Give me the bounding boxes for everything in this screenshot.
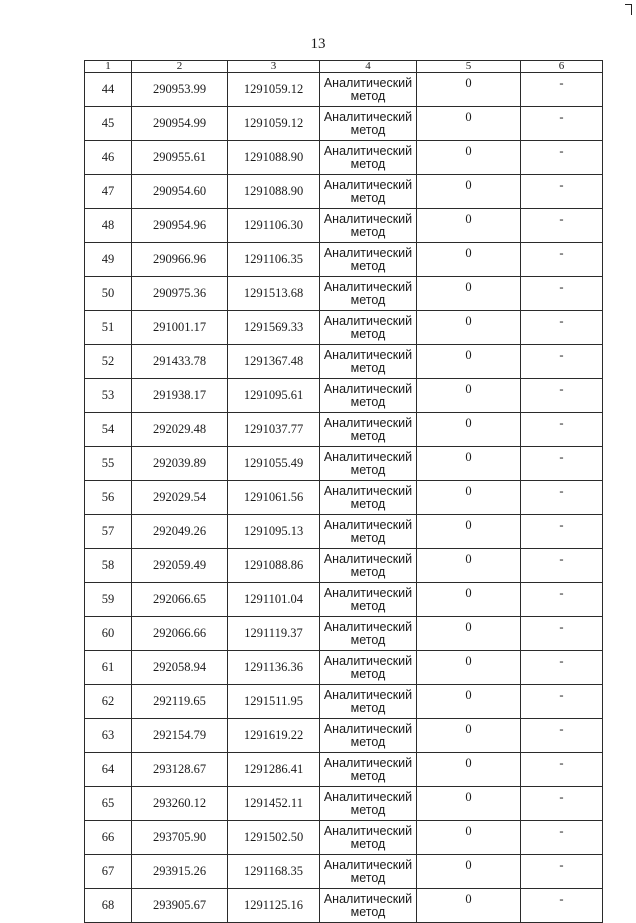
column-6-cell: - (521, 447, 603, 481)
method-cell: Аналитический метод (320, 107, 417, 141)
table-row (85, 311, 603, 345)
point-number-cell: 51 (85, 311, 132, 345)
column-5-cell: 0 (417, 243, 521, 277)
x-coordinate-cell: 290975.36 (132, 277, 228, 311)
point-number-cell: 46 (85, 141, 132, 175)
column-5-cell: 0 (417, 515, 521, 549)
y-coordinate-cell: 1291367.48 (228, 345, 320, 379)
column-header: 6 (521, 61, 603, 73)
column-6-cell: - (521, 889, 603, 923)
point-number-cell: 56 (85, 481, 132, 515)
x-coordinate-cell: 293128.67 (132, 753, 228, 787)
y-coordinate-cell: 1291101.04 (228, 583, 320, 617)
method-cell: Аналитический метод (320, 243, 417, 277)
x-coordinate-cell: 290954.96 (132, 209, 228, 243)
column-header: 3 (228, 61, 320, 73)
column-5-cell: 0 (417, 719, 521, 753)
y-coordinate-cell: 1291513.68 (228, 277, 320, 311)
point-number-cell: 66 (85, 821, 132, 855)
column-6-cell: - (521, 685, 603, 719)
coordinates-table (84, 60, 603, 923)
method-cell: Аналитический метод (320, 311, 417, 345)
point-number-cell: 67 (85, 855, 132, 889)
method-cell: Аналитический метод (320, 583, 417, 617)
method-cell: Аналитический метод (320, 855, 417, 889)
column-header: 2 (132, 61, 228, 73)
y-coordinate-cell: 1291095.13 (228, 515, 320, 549)
column-header: 4 (320, 61, 417, 73)
point-number-cell: 44 (85, 73, 132, 107)
table-row (85, 277, 603, 311)
table-row (85, 209, 603, 243)
point-number-cell: 57 (85, 515, 132, 549)
column-5-cell: 0 (417, 413, 521, 447)
column-6-cell: - (521, 413, 603, 447)
column-5-cell: 0 (417, 175, 521, 209)
method-cell: Аналитический метод (320, 753, 417, 787)
x-coordinate-cell: 290953.99 (132, 73, 228, 107)
y-coordinate-cell: 1291502.50 (228, 821, 320, 855)
x-coordinate-cell: 290954.60 (132, 175, 228, 209)
column-5-cell: 0 (417, 651, 521, 685)
table-row (85, 345, 603, 379)
point-number-cell: 63 (85, 719, 132, 753)
table-row (85, 753, 603, 787)
point-number-cell: 60 (85, 617, 132, 651)
point-number-cell: 59 (85, 583, 132, 617)
y-coordinate-cell: 1291286.41 (228, 753, 320, 787)
column-5-cell: 0 (417, 753, 521, 787)
column-6-cell: - (521, 787, 603, 821)
column-6-cell: - (521, 175, 603, 209)
point-number-cell: 64 (85, 753, 132, 787)
y-coordinate-cell: 1291136.36 (228, 651, 320, 685)
page-number: 13 (310, 36, 326, 52)
column-5-cell: 0 (417, 889, 521, 923)
method-cell: Аналитический метод (320, 413, 417, 447)
point-number-cell: 48 (85, 209, 132, 243)
x-coordinate-cell: 292154.79 (132, 719, 228, 753)
method-cell: Аналитический метод (320, 141, 417, 175)
point-number-cell: 62 (85, 685, 132, 719)
table-row (85, 175, 603, 209)
table-row (85, 685, 603, 719)
column-5-cell: 0 (417, 481, 521, 515)
corner-crop-mark (625, 4, 632, 15)
table-row (85, 651, 603, 685)
column-6-cell: - (521, 379, 603, 413)
y-coordinate-cell: 1291037.77 (228, 413, 320, 447)
point-number-cell: 61 (85, 651, 132, 685)
column-6-cell: - (521, 345, 603, 379)
point-number-cell: 65 (85, 787, 132, 821)
method-cell: Аналитический метод (320, 651, 417, 685)
column-6-cell: - (521, 753, 603, 787)
y-coordinate-cell: 1291059.12 (228, 107, 320, 141)
method-cell: Аналитический метод (320, 889, 417, 923)
point-number-cell: 58 (85, 549, 132, 583)
x-coordinate-cell: 291938.17 (132, 379, 228, 413)
table-row (85, 107, 603, 141)
x-coordinate-cell: 290966.96 (132, 243, 228, 277)
point-number-cell: 47 (85, 175, 132, 209)
x-coordinate-cell: 291433.78 (132, 345, 228, 379)
y-coordinate-cell: 1291452.11 (228, 787, 320, 821)
table-row (85, 379, 603, 413)
table-row (85, 889, 603, 923)
column-header: 1 (85, 61, 132, 73)
column-5-cell: 0 (417, 345, 521, 379)
point-number-cell: 52 (85, 345, 132, 379)
y-coordinate-cell: 1291095.61 (228, 379, 320, 413)
x-coordinate-cell: 292029.48 (132, 413, 228, 447)
table-row (85, 549, 603, 583)
x-coordinate-cell: 293915.26 (132, 855, 228, 889)
table-header-row (85, 61, 603, 73)
method-cell: Аналитический метод (320, 277, 417, 311)
column-6-cell: - (521, 617, 603, 651)
y-coordinate-cell: 1291088.90 (228, 175, 320, 209)
column-5-cell: 0 (417, 277, 521, 311)
column-5-cell: 0 (417, 141, 521, 175)
column-6-cell: - (521, 821, 603, 855)
table-row (85, 617, 603, 651)
point-number-cell: 45 (85, 107, 132, 141)
y-coordinate-cell: 1291059.12 (228, 73, 320, 107)
y-coordinate-cell: 1291119.37 (228, 617, 320, 651)
method-cell: Аналитический метод (320, 73, 417, 107)
column-5-cell: 0 (417, 379, 521, 413)
x-coordinate-cell: 293260.12 (132, 787, 228, 821)
x-coordinate-cell: 290954.99 (132, 107, 228, 141)
column-6-cell: - (521, 73, 603, 107)
x-coordinate-cell: 292066.65 (132, 583, 228, 617)
column-6-cell: - (521, 107, 603, 141)
column-header: 5 (417, 61, 521, 73)
y-coordinate-cell: 1291168.35 (228, 855, 320, 889)
table-row (85, 447, 603, 481)
table-row (85, 141, 603, 175)
table-row (85, 787, 603, 821)
x-coordinate-cell: 292029.54 (132, 481, 228, 515)
column-5-cell: 0 (417, 855, 521, 889)
x-coordinate-cell: 292039.89 (132, 447, 228, 481)
table-row (85, 243, 603, 277)
method-cell: Аналитический метод (320, 209, 417, 243)
x-coordinate-cell: 291001.17 (132, 311, 228, 345)
method-cell: Аналитический метод (320, 787, 417, 821)
column-5-cell: 0 (417, 311, 521, 345)
method-cell: Аналитический метод (320, 379, 417, 413)
column-6-cell: - (521, 141, 603, 175)
table-row (85, 821, 603, 855)
method-cell: Аналитический метод (320, 481, 417, 515)
column-6-cell: - (521, 277, 603, 311)
x-coordinate-cell: 292059.49 (132, 549, 228, 583)
column-6-cell: - (521, 583, 603, 617)
method-cell: Аналитический метод (320, 685, 417, 719)
point-number-cell: 50 (85, 277, 132, 311)
column-5-cell: 0 (417, 209, 521, 243)
method-cell: Аналитический метод (320, 821, 417, 855)
y-coordinate-cell: 1291106.35 (228, 243, 320, 277)
column-5-cell: 0 (417, 685, 521, 719)
x-coordinate-cell: 292049.26 (132, 515, 228, 549)
table-row (85, 481, 603, 515)
column-6-cell: - (521, 855, 603, 889)
column-6-cell: - (521, 243, 603, 277)
x-coordinate-cell: 293905.67 (132, 889, 228, 923)
point-number-cell: 55 (85, 447, 132, 481)
y-coordinate-cell: 1291061.56 (228, 481, 320, 515)
x-coordinate-cell: 293705.90 (132, 821, 228, 855)
column-5-cell: 0 (417, 787, 521, 821)
method-cell: Аналитический метод (320, 515, 417, 549)
column-5-cell: 0 (417, 73, 521, 107)
method-cell: Аналитический метод (320, 549, 417, 583)
y-coordinate-cell: 1291055.49 (228, 447, 320, 481)
y-coordinate-cell: 1291511.95 (228, 685, 320, 719)
table-row (85, 855, 603, 889)
y-coordinate-cell: 1291619.22 (228, 719, 320, 753)
y-coordinate-cell: 1291088.86 (228, 549, 320, 583)
column-6-cell: - (521, 481, 603, 515)
column-6-cell: - (521, 209, 603, 243)
point-number-cell: 53 (85, 379, 132, 413)
table-row (85, 515, 603, 549)
method-cell: Аналитический метод (320, 175, 417, 209)
y-coordinate-cell: 1291088.90 (228, 141, 320, 175)
column-5-cell: 0 (417, 583, 521, 617)
point-number-cell: 54 (85, 413, 132, 447)
column-5-cell: 0 (417, 107, 521, 141)
column-6-cell: - (521, 515, 603, 549)
y-coordinate-cell: 1291569.33 (228, 311, 320, 345)
x-coordinate-cell: 292066.66 (132, 617, 228, 651)
column-5-cell: 0 (417, 617, 521, 651)
column-5-cell: 0 (417, 549, 521, 583)
method-cell: Аналитический метод (320, 345, 417, 379)
column-5-cell: 0 (417, 821, 521, 855)
table-row (85, 413, 603, 447)
column-6-cell: - (521, 651, 603, 685)
column-6-cell: - (521, 719, 603, 753)
y-coordinate-cell: 1291106.30 (228, 209, 320, 243)
method-cell: Аналитический метод (320, 617, 417, 651)
table-row (85, 583, 603, 617)
x-coordinate-cell: 292058.94 (132, 651, 228, 685)
column-6-cell: - (521, 311, 603, 345)
x-coordinate-cell: 290955.61 (132, 141, 228, 175)
method-cell: Аналитический метод (320, 447, 417, 481)
x-coordinate-cell: 292119.65 (132, 685, 228, 719)
point-number-cell: 68 (85, 889, 132, 923)
y-coordinate-cell: 1291125.16 (228, 889, 320, 923)
table-row (85, 719, 603, 753)
table-row (85, 73, 603, 107)
column-5-cell: 0 (417, 447, 521, 481)
method-cell: Аналитический метод (320, 719, 417, 753)
point-number-cell: 49 (85, 243, 132, 277)
column-6-cell: - (521, 549, 603, 583)
